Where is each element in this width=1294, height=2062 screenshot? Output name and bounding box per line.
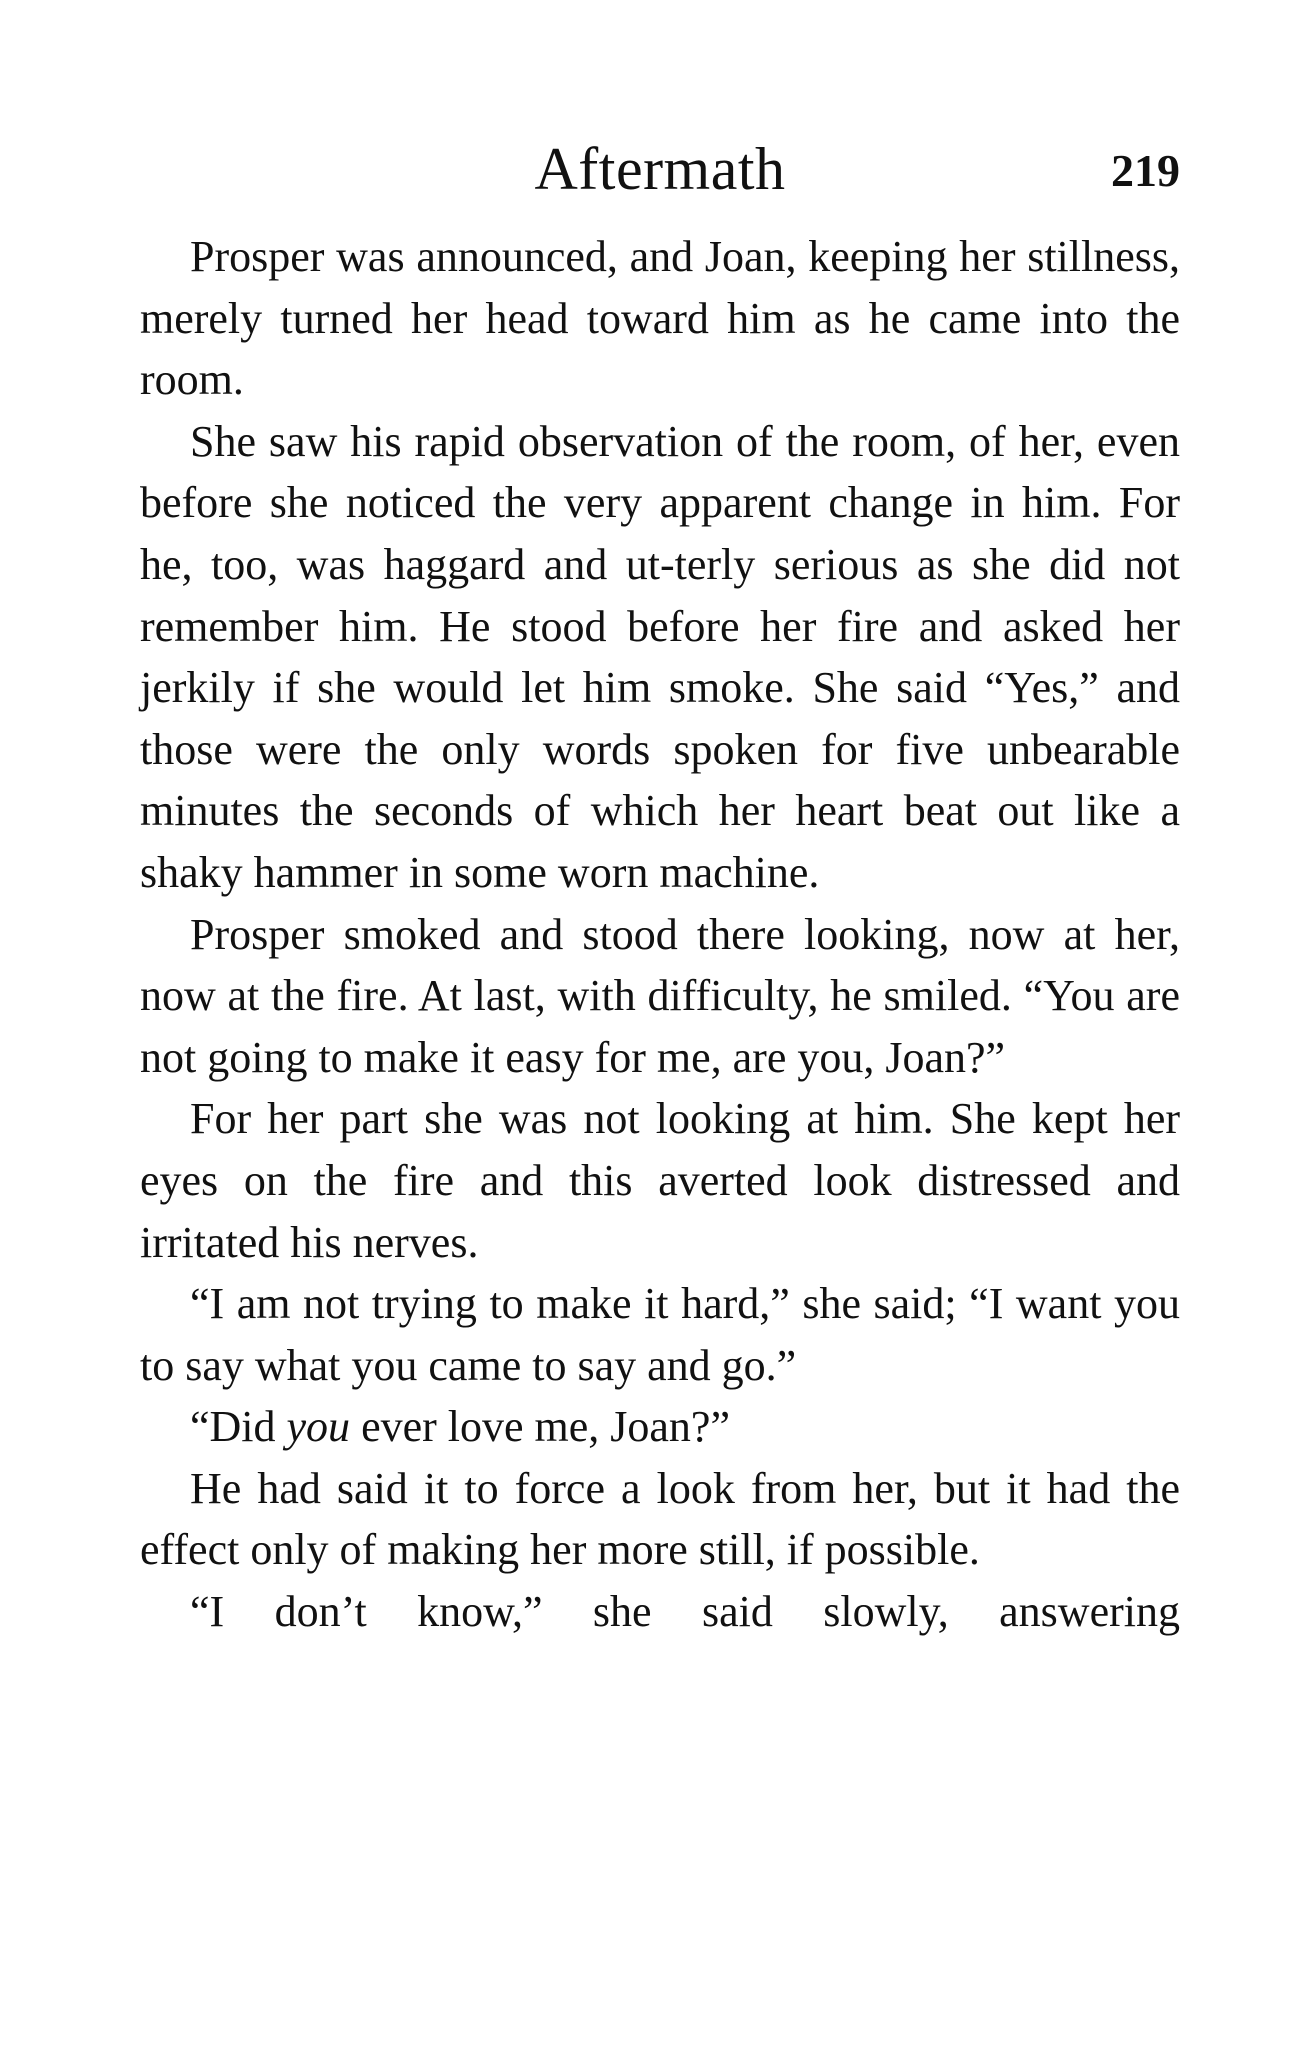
emphasized-word: you — [286, 1402, 351, 1452]
paragraph: She saw his rapid observation of the room, of her, even before she noticed the very apparent change in him. For he, too, was haggard and ut-terly serious as she did not remember him. He stood before her fire and asked her jerkily if she would let him smoke. She said “Yes,” and those were the only words spoken for five unbearable minutes the seconds of which her heart beat out like a shaky hammer in some worn machine. — [140, 416, 1180, 897]
running-title: Aftermath — [534, 136, 786, 202]
paragraph: Prosper smoked and stood there looking, now at her, now at the fire. At last, with difficulty, he smiled. “You are not going to make it easy for me, are you, Joan?” — [140, 909, 1180, 1082]
paragraph: “I am not trying to make it hard,” she said; “I want you to say what you came to say and go.” — [140, 1279, 1180, 1390]
page-number: 219 — [1111, 145, 1180, 196]
paragraph: “I don’t know,” she said slowly, answering — [190, 1587, 1180, 1637]
paragraph-text: “Did — [190, 1402, 287, 1452]
page-header — [140, 130, 1180, 208]
paragraph: He had said it to force a look from her, but it had the effect only of making her more still, if possible. — [140, 1463, 1180, 1575]
paragraph — [140, 1396, 1180, 1458]
paragraph-text: ever love me, Joan?” — [350, 1402, 730, 1452]
body-text — [140, 226, 1180, 1643]
paragraph: Prosper was announced, and Joan, keeping her stillness, merely turned her head toward him as he came into the room. — [140, 232, 1180, 405]
paragraph: For her part she was not looking at him. She kept her eyes on the fire and this averted look distressed and irritated his nerves. — [140, 1094, 1180, 1267]
book-page — [140, 130, 1180, 1643]
